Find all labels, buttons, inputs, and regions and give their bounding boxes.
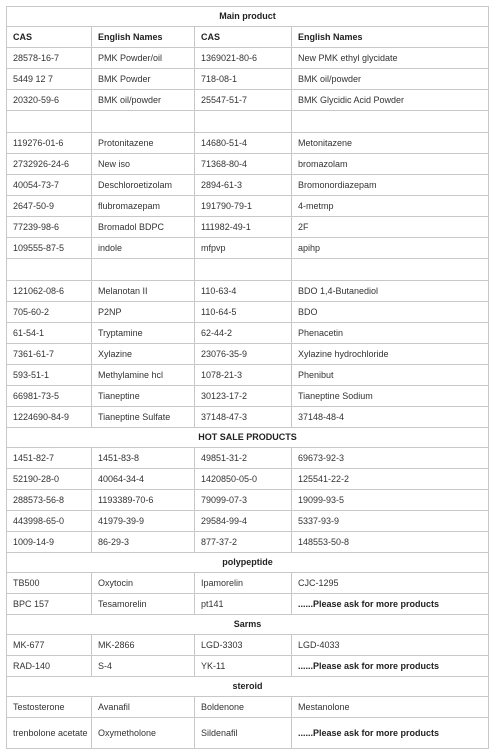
cas-cell: 877-37-2 [195,532,292,553]
cas-cell: 79099-07-3 [195,490,292,511]
cas-cell: 14680-51-4 [195,133,292,154]
section-header-row [7,7,489,27]
cas-cell: LGD-3303 [195,635,292,656]
name-cell: PMK Powder/oil [92,48,195,69]
name-cell: Bromonordiazepam [292,175,489,196]
cas-cell: Ipamorelin [195,573,292,594]
cas-cell: RAD-140 [7,656,92,677]
cas-cell [195,111,292,133]
cas-cell: 37148-47-3 [195,407,292,428]
table-row [7,196,489,217]
table-row [7,718,489,749]
name-cell: BDO [292,302,489,323]
name-cell: S-4 [92,656,195,677]
name-cell: ......Please ask for more products [292,594,489,615]
section-title: steroid [7,677,489,697]
name-cell: MK-2866 [92,635,195,656]
spacer-row [7,259,489,281]
name-cell: Oxymetholone [92,718,195,749]
name-cell: Tianeptine Sodium [292,386,489,407]
section-title: HOT SALE PRODUCTS [7,428,489,448]
name-cell: 1451-83-8 [92,448,195,469]
section-header-row [7,428,489,448]
name-cell: Bromadol BDPC [92,217,195,238]
cas-cell: 288573-56-8 [7,490,92,511]
name-cell: Tryptamine [92,323,195,344]
product-table [6,6,489,749]
cas-cell: 61-54-1 [7,323,92,344]
cas-cell: 119276-01-6 [7,133,92,154]
name-cell: 86-29-3 [92,532,195,553]
name-cell: P2NP [92,302,195,323]
cas-cell: 29584-99-4 [195,511,292,532]
table-row [7,656,489,677]
name-cell: Oxytocin [92,573,195,594]
table-row [7,323,489,344]
name-cell: Avanafil [92,697,195,718]
name-cell: LGD-4033 [292,635,489,656]
cas-cell: 77239-98-6 [7,217,92,238]
cas-cell: 110-64-5 [195,302,292,323]
name-cell: CJC-1295 [292,573,489,594]
name-cell: Tianeptine [92,386,195,407]
name-cell: 37148-48-4 [292,407,489,428]
cas-cell: trenbolone acetate [7,718,92,749]
cas-cell: 1078-21-3 [195,365,292,386]
table-row [7,69,489,90]
cas-cell: 2894-61-3 [195,175,292,196]
spacer-row [7,111,489,133]
name-cell: Xylazine [92,344,195,365]
cas-cell: 2732926-24-6 [7,154,92,175]
cas-cell: 1420850-05-0 [195,469,292,490]
column-header: CAS [195,27,292,48]
table-row [7,594,489,615]
name-cell: Melanotan II [92,281,195,302]
cas-cell: 20320-59-6 [7,90,92,111]
name-cell: Xylazine hydrochloride [292,344,489,365]
cas-cell: Sildenafil [195,718,292,749]
cas-cell: 7361-61-7 [7,344,92,365]
name-cell: 40064-34-4 [92,469,195,490]
cas-cell: 40054-73-7 [7,175,92,196]
name-cell: 148553-50-8 [292,532,489,553]
table-row [7,448,489,469]
table-row [7,469,489,490]
cas-cell: 1369021-80-6 [195,48,292,69]
name-cell [292,259,489,281]
cas-cell: 109555-87-5 [7,238,92,259]
section-header-row [7,553,489,573]
name-cell: flubromazepam [92,196,195,217]
cas-cell: 111982-49-1 [195,217,292,238]
cas-cell: TB500 [7,573,92,594]
cas-cell: 66981-73-5 [7,386,92,407]
table-row [7,407,489,428]
cas-cell: 1224690-84-9 [7,407,92,428]
name-cell: 1193389-70-6 [92,490,195,511]
cas-cell: pt141 [195,594,292,615]
name-cell: BDO 1,4-Butanediol [292,281,489,302]
cas-cell: 593-51-1 [7,365,92,386]
cas-cell: 1451-82-7 [7,448,92,469]
name-cell: 19099-93-5 [292,490,489,511]
table-row [7,386,489,407]
cas-cell: 30123-17-2 [195,386,292,407]
name-cell: BMK Glycidic Acid Powder [292,90,489,111]
section-title: Main product [7,7,489,27]
product-table-body [7,7,489,749]
name-cell: Phenacetin [292,323,489,344]
name-cell: Tesamorelin [92,594,195,615]
name-cell [92,111,195,133]
cas-cell [7,111,92,133]
cas-cell: 71368-80-4 [195,154,292,175]
name-cell [92,259,195,281]
cas-cell: 28578-16-7 [7,48,92,69]
name-cell: 5337-93-9 [292,511,489,532]
cas-cell: YK-11 [195,656,292,677]
table-row [7,532,489,553]
cas-cell: mfpvp [195,238,292,259]
name-cell: ......Please ask for more products [292,656,489,677]
cas-cell: 49851-31-2 [195,448,292,469]
name-cell: New iso [92,154,195,175]
table-row [7,365,489,386]
table-row [7,573,489,594]
table-row [7,48,489,69]
table-row [7,281,489,302]
cas-cell: 23076-35-9 [195,344,292,365]
table-row [7,175,489,196]
cas-cell: 2647-50-9 [7,196,92,217]
table-row [7,238,489,259]
column-header: English Names [292,27,489,48]
name-cell: 4-metmp [292,196,489,217]
name-cell: Mestanolone [292,697,489,718]
section-title: polypeptide [7,553,489,573]
cas-cell: 443998-65-0 [7,511,92,532]
cas-cell [7,259,92,281]
name-cell: 2F [292,217,489,238]
cas-cell [195,259,292,281]
table-row [7,344,489,365]
cas-cell: 718-08-1 [195,69,292,90]
name-cell: Deschloroetizolam [92,175,195,196]
section-header-row [7,677,489,697]
cas-cell: 121062-08-6 [7,281,92,302]
cas-cell: 110-63-4 [195,281,292,302]
cas-cell: 52190-28-0 [7,469,92,490]
name-cell [292,111,489,133]
table-row [7,217,489,238]
cas-cell: 62-44-2 [195,323,292,344]
table-row [7,635,489,656]
column-header: CAS [7,27,92,48]
cas-cell: 1009-14-9 [7,532,92,553]
name-cell: New PMK ethyl glycidate [292,48,489,69]
name-cell: Metonitazene [292,133,489,154]
section-title: Sarms [7,615,489,635]
name-cell: 125541-22-2 [292,469,489,490]
table-row [7,302,489,323]
column-header: English Names [92,27,195,48]
table-row [7,490,489,511]
table-row [7,697,489,718]
cas-cell: 705-60-2 [7,302,92,323]
cas-cell: BPC 157 [7,594,92,615]
name-cell: indole [92,238,195,259]
name-cell: BMK Powder [92,69,195,90]
name-cell: Protonitazene [92,133,195,154]
name-cell: bromazolam [292,154,489,175]
cas-cell: 5449 12 7 [7,69,92,90]
name-cell: BMK oil/powder [292,69,489,90]
table-row [7,133,489,154]
name-cell: BMK oil/powder [92,90,195,111]
cas-cell: 25547-51-7 [195,90,292,111]
cas-cell: Testosterone [7,697,92,718]
name-cell: apihp [292,238,489,259]
name-cell: 41979-39-9 [92,511,195,532]
cas-cell: Boldenone [195,697,292,718]
section-header-row [7,615,489,635]
table-row [7,511,489,532]
table-row [7,154,489,175]
name-cell: ......Please ask for more products [292,718,489,749]
column-header-row [7,27,489,48]
name-cell: Tianeptine Sulfate [92,407,195,428]
cas-cell: 191790-79-1 [195,196,292,217]
name-cell: 69673-92-3 [292,448,489,469]
name-cell: Methylamine hcl [92,365,195,386]
table-row [7,90,489,111]
cas-cell: MK-677 [7,635,92,656]
name-cell: Phenibut [292,365,489,386]
